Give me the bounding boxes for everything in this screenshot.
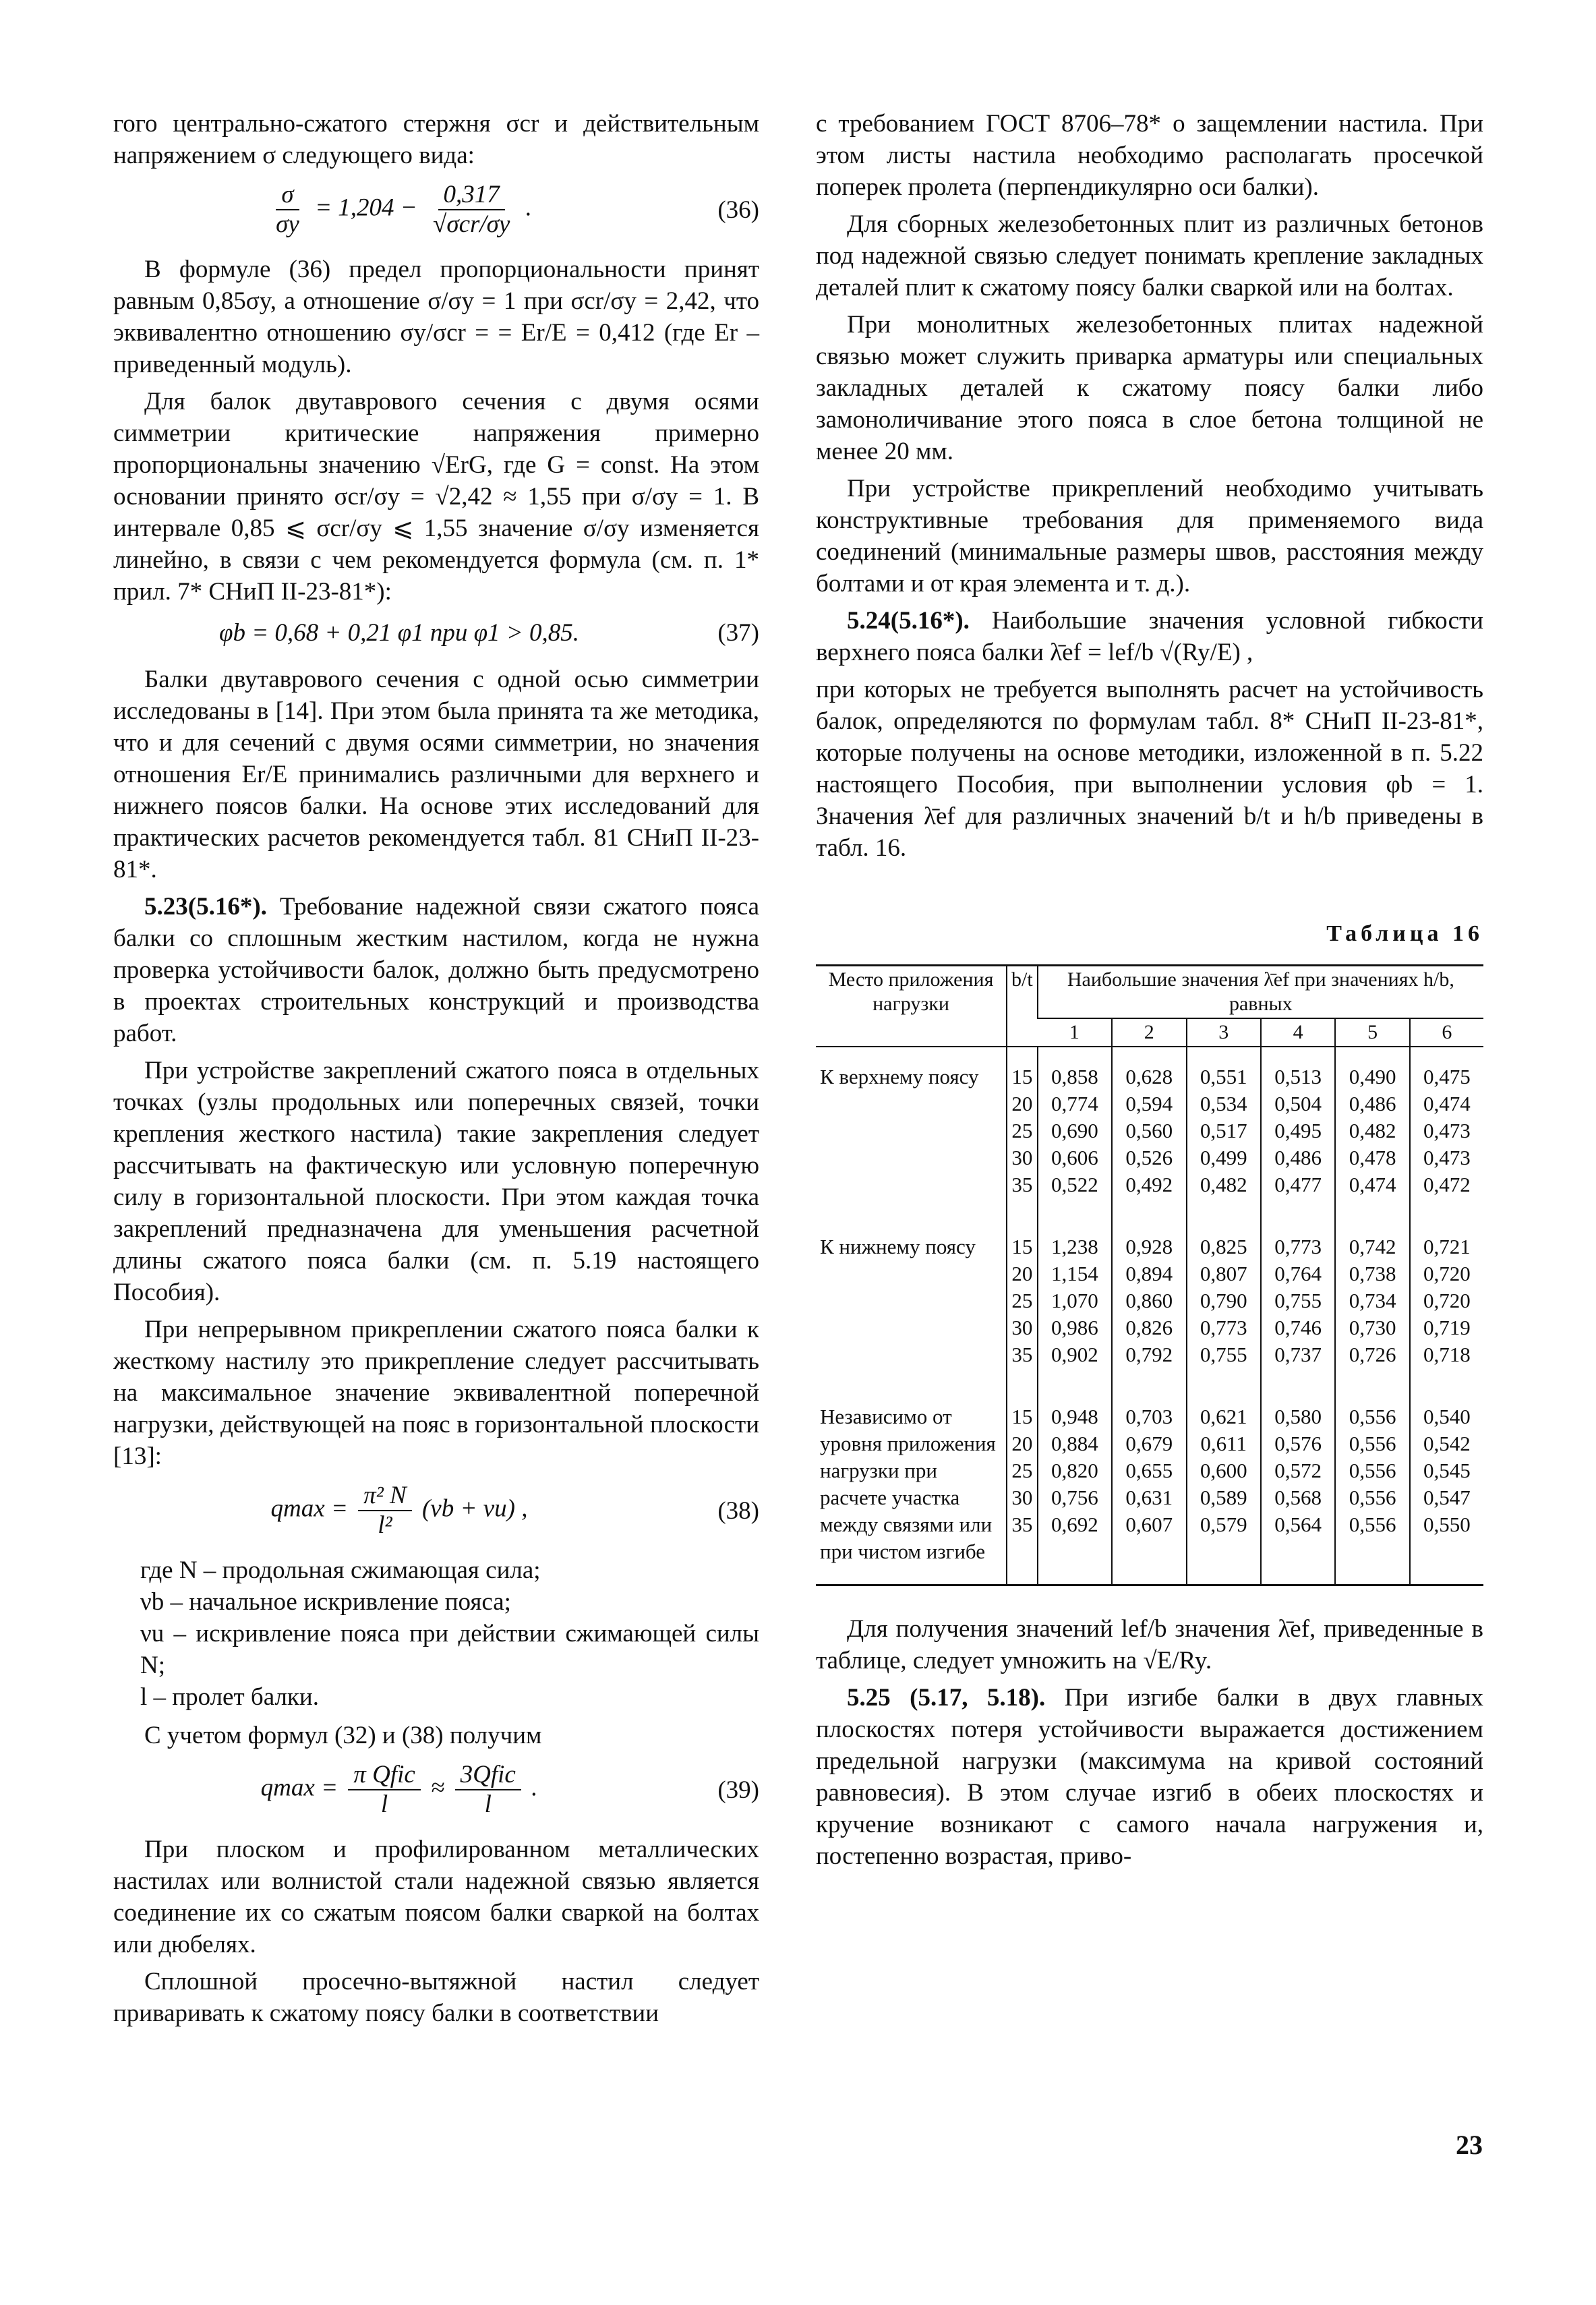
- lambda-value: 0,679: [1125, 1432, 1173, 1455]
- bt-cell: [1007, 1217, 1038, 1387]
- eq36-number: (36): [717, 196, 759, 224]
- lambda-value: 0,545: [1423, 1459, 1471, 1482]
- formula-36: [113, 181, 759, 239]
- paragraph: При непрерывном прикреплении сжатого пояса балки к жесткому настилу это прикрепление следует рассчитывать на максимальное значение эквивалентной поперечной нагрузки, действующей на пояс в горизонтальной плоскости [13]:: [113, 1316, 759, 1470]
- paragraph: Для балок двутаврового сечения с двумя осями симметрии критические напряжения примерно пропорциональны значению √ErG, где G = const. На этом основании принято σcr/σy = √2,42 ≈ 1,55 при σ/σy = 1. В интервале 0,85 ⩽ σcr/σy ⩽ 1,55 значение σ/σy изменяется линейно, в связи с чем рекомендуется формула (см. п. 1* прил. 7* СНиП II-23-81*):: [113, 388, 759, 606]
- eq36-middle: = 1,204 −: [315, 194, 417, 222]
- lambda-values-cell: [1261, 1217, 1335, 1387]
- table-header-bt: b/t: [1007, 966, 1038, 1047]
- lambda-value: 0,579: [1200, 1513, 1247, 1536]
- lambda-value: 0,475: [1423, 1065, 1471, 1088]
- lambda-value: 0,655: [1125, 1459, 1173, 1482]
- paragraph: Для получения значений lef/b значения λ̄ef, приведенные в таблице, следует умножить на √E/Ry.: [816, 1615, 1483, 1674]
- eq38-lhs: qmax =: [270, 1494, 348, 1523]
- section-number: 5.23(5.16*).: [144, 893, 267, 921]
- lambda-value: 0,902: [1051, 1343, 1098, 1366]
- eq39-approx: ≈: [431, 1774, 445, 1802]
- lambda-value: 0,576: [1274, 1432, 1322, 1455]
- lambda-value: 0,534: [1200, 1092, 1247, 1115]
- lambda-value: 0,820: [1051, 1459, 1098, 1482]
- formula-37: [113, 617, 759, 649]
- eq39-numerator-1: π Qfic: [348, 1761, 421, 1790]
- paragraph: В формуле (36) предел пропорциональности принят равным 0,85σy, а отношение σ/σy = 1 при σcr/σy = 2,42, что эквивалентно отношению σy/σcr = = Er/E = 0,412 (где Er – приведенный модуль).: [113, 256, 759, 378]
- lambda-value: 0,556: [1349, 1486, 1396, 1509]
- eq36-lhs-numerator: σ: [276, 181, 299, 210]
- lambda-value: 0,482: [1200, 1173, 1247, 1196]
- section-text: Наибольшие значения условной гибкости верхнего пояса балки λ̄ef = lef/b √(Ry/E) ,: [816, 607, 1483, 666]
- bt-value: 15: [1011, 1065, 1033, 1088]
- table-row: [816, 1387, 1483, 1585]
- paragraph: Для сборных железобетонных плит из различных бетонов под надежной связью следует понимать крепление закладных деталей плит к сжатому поясу балки сваркой или на болтах.: [816, 210, 1483, 301]
- lambda-value: 0,790: [1200, 1289, 1247, 1312]
- definition: где N – продольная сжимающая сила;: [140, 1556, 541, 1584]
- formula-39: [113, 1761, 759, 1819]
- lambda-value: 0,703: [1125, 1405, 1173, 1428]
- table-row: [816, 1217, 1483, 1387]
- table-row: [816, 1047, 1483, 1217]
- bt-value: 30: [1011, 1146, 1033, 1169]
- eq39-numerator-2: 3Qfic: [455, 1761, 521, 1790]
- definition: νb – начальное искривление пояса;: [140, 1588, 511, 1616]
- lambda-value: 0,473: [1423, 1119, 1471, 1142]
- lambda-value: 0,490: [1349, 1065, 1396, 1088]
- lambda-value: 1,070: [1051, 1289, 1098, 1312]
- lambda-value: 0,628: [1125, 1065, 1173, 1088]
- lambda-value: 0,928: [1125, 1235, 1173, 1258]
- eq37-expression: φb = 0,68 + 0,21 φ1 при φ1 > 0,85.: [218, 619, 580, 647]
- lambda-value: 0,564: [1274, 1513, 1322, 1536]
- paragraph: с требованием ГОСТ 8706–78* о защемлении настила. При этом листы настила необходимо располагать просечкой поперек пролета (перпендикулярно оси балки).: [816, 110, 1483, 201]
- paragraph: при которых не требуется выполнять расчет на устойчивость балок, определяются по формулам табл. 8* СНиП II-23-81*, которые получены на основе методики, изложенной в п. 5.22 настоящего Пособия, при выполнении условия φb = 1. Значения λ̄ef для различных значений b/t и h/b приведены в табл. 16.: [816, 676, 1483, 862]
- bt-value: 20: [1011, 1092, 1033, 1115]
- table-header-hb: 6: [1410, 1018, 1483, 1047]
- lambda-value: 0,517: [1200, 1119, 1247, 1142]
- lambda-value: 0,572: [1274, 1459, 1322, 1482]
- lambda-value: 0,473: [1423, 1146, 1471, 1169]
- eq38-rest: (νb + νu) ,: [421, 1494, 528, 1523]
- lambda-values-cell: [1038, 1047, 1112, 1217]
- lambda-values-cell: [1335, 1047, 1409, 1217]
- lambda-value: 0,522: [1051, 1173, 1098, 1196]
- table-header-hb: 2: [1112, 1018, 1186, 1047]
- section-5-25: [816, 1682, 1483, 1872]
- lambda-value: 0,474: [1349, 1173, 1396, 1196]
- lambda-value: 0,477: [1274, 1173, 1322, 1196]
- lambda-value: 1,154: [1051, 1262, 1098, 1285]
- lambda-value: 0,755: [1200, 1343, 1247, 1366]
- table-header-hb: 3: [1187, 1018, 1261, 1047]
- lambda-value: 0,580: [1274, 1405, 1322, 1428]
- lambda-value: 0,556: [1349, 1459, 1396, 1482]
- lambda-value: 1,238: [1051, 1235, 1098, 1258]
- lambda-value: 0,474: [1423, 1092, 1471, 1115]
- lambda-value: 0,600: [1200, 1459, 1247, 1482]
- lambda-values-cell: [1187, 1047, 1261, 1217]
- lambda-values-cell: [1112, 1217, 1186, 1387]
- section-5-23: [113, 891, 759, 1049]
- lambda-value: 0,773: [1200, 1316, 1247, 1339]
- lambda-value: 0,720: [1423, 1262, 1471, 1285]
- lambda-value: 0,568: [1274, 1486, 1322, 1509]
- eq39-lhs: qmax =: [260, 1774, 338, 1802]
- lambda-value: 0,589: [1200, 1486, 1247, 1509]
- eq39-number: (39): [717, 1776, 759, 1804]
- lambda-value: 0,986: [1051, 1316, 1098, 1339]
- lambda-values-cell: [1410, 1217, 1483, 1387]
- lambda-values-cell: [1335, 1217, 1409, 1387]
- lambda-value: 0,884: [1051, 1432, 1098, 1455]
- lambda-value: 0,556: [1349, 1432, 1396, 1455]
- lambda-value: 0,560: [1125, 1119, 1173, 1142]
- bt-value: 30: [1011, 1486, 1033, 1509]
- bt-value: 25: [1011, 1119, 1033, 1142]
- definitions-list: [140, 1554, 759, 1713]
- paragraph: Сплошной просечно-вытяжной настил следует приваривать к сжатому поясу балки в соответствии: [113, 1968, 759, 2027]
- lambda-value: 0,631: [1125, 1486, 1173, 1509]
- lambda-value: 0,792: [1125, 1343, 1173, 1366]
- lambda-value: 0,504: [1274, 1092, 1322, 1115]
- lambda-values-cell: [1112, 1387, 1186, 1585]
- lambda-value: 0,807: [1200, 1262, 1247, 1285]
- definition: νu – искривление пояса при действии сжимающей силы N;: [140, 1620, 759, 1679]
- eq36-lhs-denominator: σy: [276, 210, 299, 238]
- lambda-value: 0,746: [1274, 1316, 1322, 1339]
- lambda-value: 0,482: [1349, 1119, 1396, 1142]
- table-header-hb: 4: [1261, 1018, 1335, 1047]
- lambda-values-cell: [1335, 1387, 1409, 1585]
- lambda-value: 0,730: [1349, 1316, 1396, 1339]
- intro-paragraph: гого центрально-сжатого стержня σcr и действительным напряжением σ следующего вида:: [113, 110, 759, 169]
- lambda-value: 0,495: [1274, 1119, 1322, 1142]
- section-5-24: [816, 605, 1483, 668]
- lambda-value: 0,738: [1349, 1262, 1396, 1285]
- bt-value: 25: [1011, 1289, 1033, 1312]
- lambda-value: 0,948: [1051, 1405, 1098, 1428]
- lambda-value: 0,774: [1051, 1092, 1098, 1115]
- bt-value: 30: [1011, 1316, 1033, 1339]
- section-text: Требование надежной связи сжатого пояса балки со сплошным жестким настилом, когда не нужна проверка устойчивости балок, должно быть предусмотрено в проектах строительных конструкций и производства работ.: [113, 893, 759, 1047]
- bt-cell: [1007, 1387, 1038, 1585]
- lambda-value: 0,547: [1423, 1486, 1471, 1509]
- bt-value: 25: [1011, 1459, 1033, 1482]
- lambda-value: 0,726: [1349, 1343, 1396, 1366]
- lambda-value: 0,690: [1051, 1119, 1098, 1142]
- lambda-value: 0,721: [1423, 1235, 1471, 1258]
- lambda-value: 0,720: [1423, 1289, 1471, 1312]
- table-16: [816, 964, 1483, 1586]
- eq39-denominator-1: l: [380, 1790, 388, 1818]
- definition: l – пролет балки.: [140, 1683, 319, 1711]
- table-header-hb: 5: [1335, 1018, 1409, 1047]
- lambda-value: 0,556: [1349, 1405, 1396, 1428]
- lambda-value: 0,858: [1051, 1065, 1098, 1088]
- table-title: Таблица 16: [1326, 921, 1483, 946]
- lambda-value: 0,594: [1125, 1092, 1173, 1115]
- lambda-values-cell: [1410, 1387, 1483, 1585]
- lambda-value: 0,719: [1423, 1316, 1471, 1339]
- section-text: При изгибе балки в двух главных плоскостях потеря устойчивости выражается достижением предельной нагрузки (максимума на кривой состояний равновесия). В этом случае изгиб в обеих плоскостях и кручение возникают с самого начала нагружения и, постепенно возрастая, приво-: [816, 1684, 1483, 1870]
- lambda-value: 0,542: [1423, 1432, 1471, 1455]
- lambda-value: 0,737: [1274, 1343, 1322, 1366]
- lambda-value: 0,540: [1423, 1405, 1471, 1428]
- eq36-rhs-denominator: √σcr/σy: [433, 210, 510, 238]
- paragraph: При устройстве закреплений сжатого пояса в отдельных точках (узлы продольных или поперечных связей, точки крепления жесткого настила) такие закрепления следует рассчитывать на фактическую или условную поперечную силу в горизонтальной плоскости. При этом каждая точка закреплений предназначена для уменьшения расчетной длины сжатого пояса балки (см. п. 5.19 настоящего Пособия).: [113, 1057, 759, 1306]
- paragraph: При устройстве прикреплений необходимо учитывать конструктивные требования для применяемого вида соединений (минимальные размеры швов, расстояния между болтами и от края элемента и т. д.).: [816, 475, 1483, 597]
- lambda-values-cell: [1187, 1217, 1261, 1387]
- paragraph: При плоском и профилированном металлических настилах или волнистой стали надежной связью является соединение их со сжатым поясом балки сваркой на болтах или дюбелях.: [113, 1836, 759, 1958]
- lambda-values-cell: [1261, 1047, 1335, 1217]
- lambda-value: 0,756: [1051, 1486, 1098, 1509]
- section-number: 5.25 (5.17, 5.18).: [847, 1684, 1046, 1712]
- lambda-value: 0,607: [1125, 1513, 1173, 1536]
- bt-value: 15: [1011, 1405, 1033, 1428]
- bt-value: 35: [1011, 1343, 1033, 1366]
- eq39-denominator-2: l: [484, 1790, 492, 1818]
- paragraph: При монолитных железобетонных плитах надежной связью может служить приварка арматуры или специальных закладных деталей к сжатому поясу балки либо замоноличивание этого пояса в слое бетона толщиной не менее 20 мм.: [816, 311, 1483, 465]
- lambda-value: 0,606: [1051, 1146, 1098, 1169]
- section-number: 5.24(5.16*).: [847, 607, 970, 635]
- eq38-number: (38): [717, 1496, 759, 1525]
- lambda-value: 0,472: [1423, 1173, 1471, 1196]
- lambda-values-cell: [1261, 1387, 1335, 1585]
- lambda-value: 0,773: [1274, 1235, 1322, 1258]
- lambda-value: 0,499: [1200, 1146, 1247, 1169]
- bt-value: 20: [1011, 1262, 1033, 1285]
- load-place-cell: К верхнему поясу: [820, 1065, 979, 1088]
- lambda-value: 0,492: [1125, 1173, 1173, 1196]
- eq38-numerator: π² N: [358, 1482, 412, 1511]
- paragraph: С учетом формул (32) и (38) получим: [144, 1722, 542, 1749]
- lambda-value: 0,513: [1274, 1065, 1322, 1088]
- lambda-value: 0,894: [1125, 1262, 1173, 1285]
- lambda-values-cell: [1112, 1047, 1186, 1217]
- bt-value: 35: [1011, 1173, 1033, 1196]
- lambda-values-cell: [1187, 1387, 1261, 1585]
- lambda-value: 0,692: [1051, 1513, 1098, 1536]
- table-header-values: Наибольшие значения λ̄ef при значениях h/b, равных: [1038, 966, 1483, 1019]
- lambda-values-cell: [1038, 1217, 1112, 1387]
- eq39-end: .: [531, 1774, 538, 1802]
- formula-38: [113, 1482, 759, 1540]
- lambda-value: 0,742: [1349, 1235, 1396, 1258]
- eq36-end: .: [525, 194, 532, 222]
- bt-value: 35: [1011, 1513, 1033, 1536]
- lambda-value: 0,718: [1423, 1343, 1471, 1366]
- lambda-value: 0,621: [1200, 1405, 1247, 1428]
- lambda-values-cell: [1038, 1387, 1112, 1585]
- paragraph: Балки двутаврового сечения с одной осью симметрии исследованы в [14]. При этом была принята та же методика, что и для сечений с двумя осями симметрии, но значения отношения Er/E принимались различными для верхнего и нижнего поясов балки. На основе этих исследований для практических расчетов рекомендуется табл. 81 СНиП II-23-81*.: [113, 666, 759, 883]
- lambda-value: 0,764: [1274, 1262, 1322, 1285]
- eq37-number: (37): [717, 619, 759, 647]
- bt-value: 20: [1011, 1432, 1033, 1455]
- bt-cell: [1007, 1047, 1038, 1217]
- lambda-value: 0,486: [1349, 1092, 1396, 1115]
- eq36-rhs-numerator: 0,317: [438, 181, 505, 210]
- lambda-value: 0,826: [1125, 1316, 1173, 1339]
- lambda-value: 0,526: [1125, 1146, 1173, 1169]
- page-number: 23: [1456, 2130, 1483, 2160]
- left-column: [113, 108, 759, 2035]
- lambda-value: 0,556: [1349, 1513, 1396, 1536]
- lambda-value: 0,551: [1200, 1065, 1247, 1088]
- lambda-value: 0,486: [1274, 1146, 1322, 1169]
- eq38-denominator: l²: [378, 1511, 392, 1539]
- load-place-cell: К нижнему поясу: [820, 1235, 976, 1258]
- bt-value: 15: [1011, 1235, 1033, 1258]
- right-column: [816, 108, 1483, 1877]
- lambda-value: 0,611: [1200, 1432, 1247, 1455]
- table-header-place: Место приложения нагрузки: [816, 966, 1007, 1047]
- lambda-value: 0,755: [1274, 1289, 1322, 1312]
- lambda-value: 0,825: [1200, 1235, 1247, 1258]
- table-body: [816, 1047, 1483, 1585]
- lambda-values-cell: [1410, 1047, 1483, 1217]
- lambda-value: 0,734: [1349, 1289, 1396, 1312]
- table-header-hb: 1: [1038, 1018, 1112, 1047]
- load-place-cell: Независимо от уровня приложения нагрузки при расчете участка между связями или при чистом изгибе: [816, 1387, 1007, 1585]
- lambda-value: 0,860: [1125, 1289, 1173, 1312]
- lambda-value: 0,478: [1349, 1146, 1396, 1169]
- lambda-value: 0,550: [1423, 1513, 1471, 1536]
